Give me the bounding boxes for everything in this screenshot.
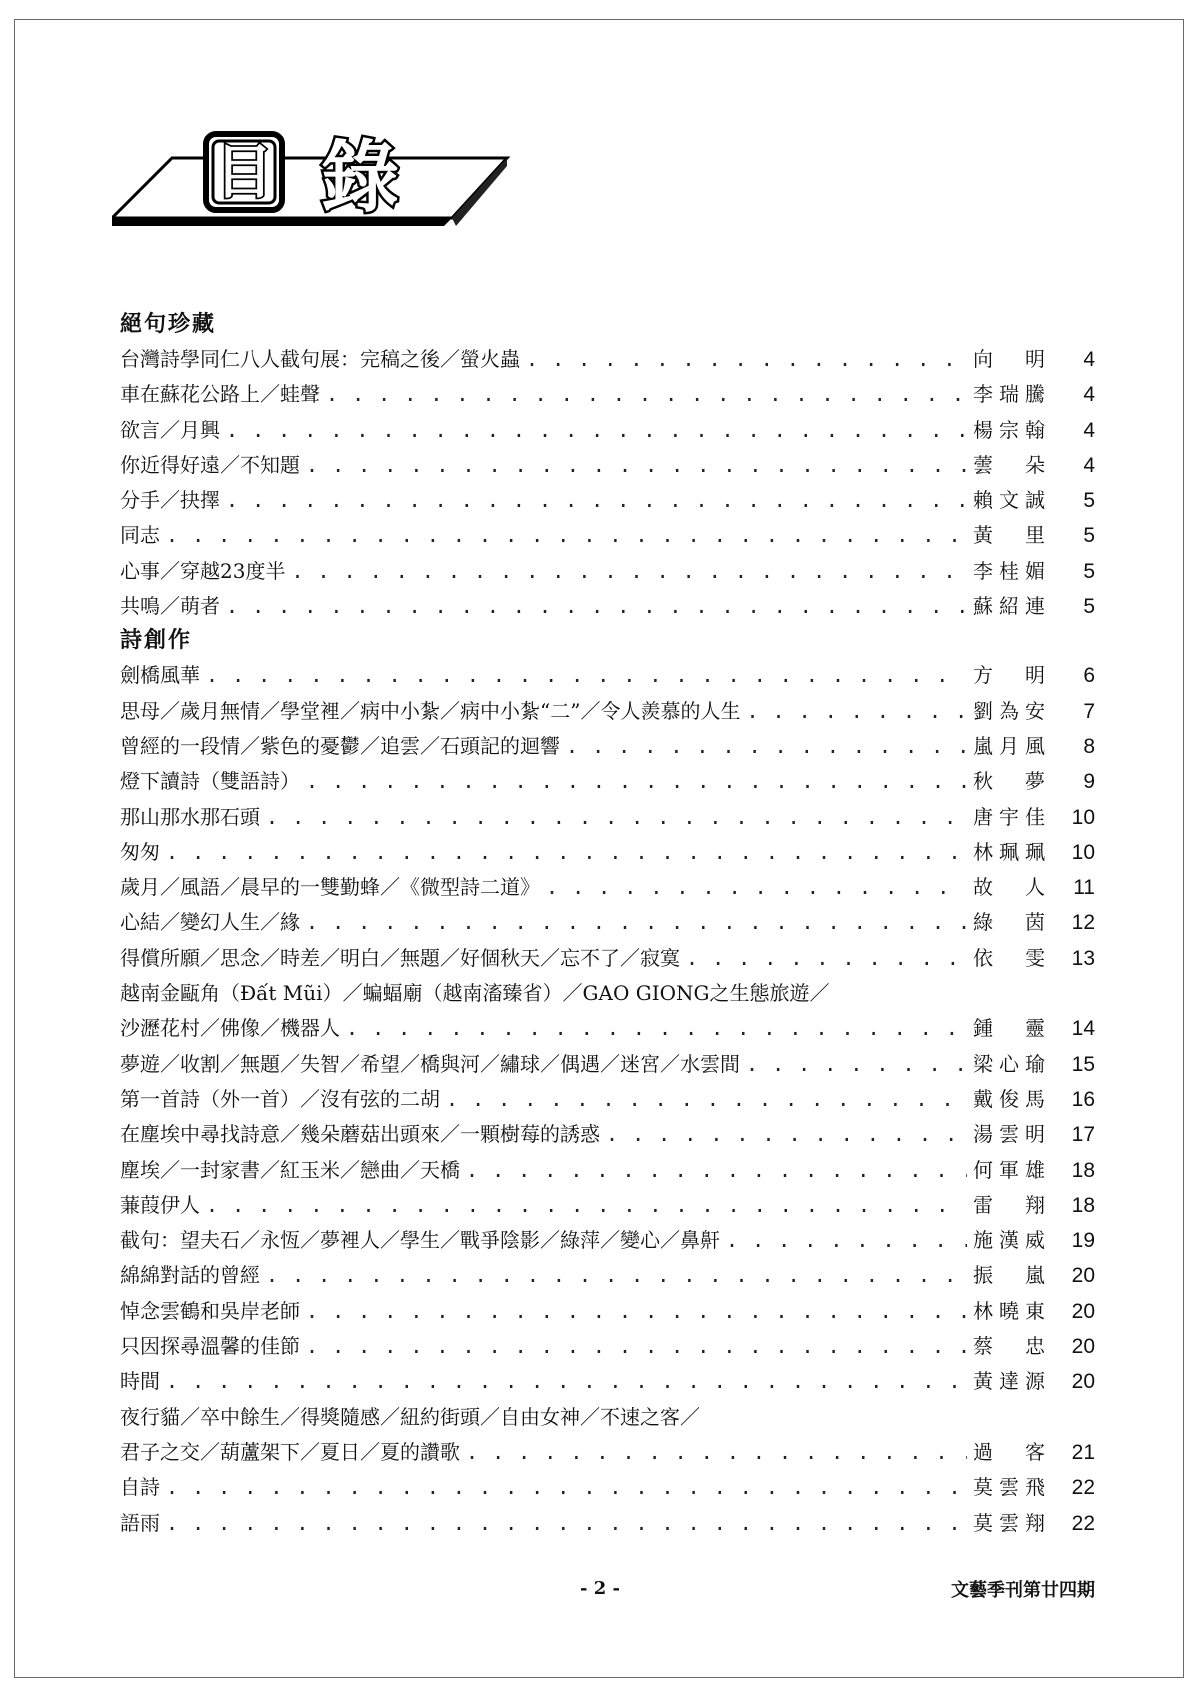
toc-entry[interactable]: [120, 729, 1095, 764]
section-title: 詩創作: [120, 628, 193, 654]
entry-author: 劉為安: [973, 698, 1045, 723]
entry-title: 匆匆: [120, 839, 160, 864]
leader-dots: [166, 1364, 967, 1399]
leader-dots: [166, 518, 967, 553]
entry-author: 蔡 忠: [973, 1334, 1045, 1359]
entry-title: 君子之交／葫蘆架下／夏日／夏的讚歌: [120, 1439, 460, 1464]
entry-title: 車在蘇花公路上／蛙聲: [120, 382, 320, 407]
entry-author: 賴文誠: [973, 488, 1045, 513]
toc-entry[interactable]: [120, 905, 1095, 940]
entry-author: 方 明: [973, 663, 1045, 688]
entry-title: 心結／變幻人生／緣: [120, 910, 300, 935]
entry-page: 22: [1071, 1476, 1095, 1500]
toc-entry[interactable]: [120, 1117, 1095, 1152]
entry-page: 10: [1071, 805, 1095, 829]
leader-dots: [226, 413, 967, 448]
leader-dots: [326, 377, 967, 412]
entry-page: 10: [1071, 840, 1095, 864]
entry-author: 莫雲飛: [973, 1475, 1045, 1500]
entry-title: 歲月／風語／晨早的一雙勤蜂／《微型詩二道》: [120, 875, 540, 900]
toc-entry[interactable]: [120, 1082, 1095, 1117]
leader-dots: [291, 554, 967, 589]
leader-dots: [306, 1294, 967, 1329]
section-title: 絕句珍藏: [120, 312, 217, 337]
entry-author: 林珮珮: [973, 839, 1045, 864]
entry-title: 只因探尋溫馨的佳節: [120, 1334, 300, 1359]
entry-author: 李瑞騰: [973, 382, 1045, 407]
entry-author: 依 雯: [973, 945, 1045, 970]
footer-page-number: - 2 -: [580, 1578, 620, 1599]
entry-title: 塵埃／一封家書／紅玉米／戀曲／天橋: [120, 1157, 460, 1182]
toc-entry-continued[interactable]: [120, 976, 1095, 1011]
entry-author: 林曉東: [973, 1298, 1045, 1323]
toc-entry[interactable]: [120, 377, 1095, 412]
entry-author: 鍾 靈: [973, 1016, 1045, 1041]
toc-entry[interactable]: [120, 1011, 1095, 1046]
entry-page: 20: [1071, 1335, 1095, 1359]
entry-author: 楊宗翰: [973, 417, 1045, 442]
leader-dots: [166, 835, 967, 870]
entry-page: 4: [1083, 383, 1095, 407]
toc-entry[interactable]: [120, 764, 1095, 799]
logo-char-2: 錄: [320, 133, 400, 223]
leader-dots: [306, 764, 967, 799]
entry-page: 17: [1071, 1123, 1095, 1147]
toc-entry[interactable]: [120, 483, 1095, 518]
entry-page: 19: [1071, 1229, 1095, 1253]
entry-page: 6: [1083, 664, 1095, 688]
entry-author: 向 明: [973, 347, 1045, 371]
toc-entry[interactable]: [120, 658, 1095, 693]
leader-dots: [346, 1011, 967, 1046]
entry-author: 蘇紹連: [973, 594, 1045, 619]
entry-title: 同志: [120, 523, 160, 548]
toc-entry[interactable]: [120, 1364, 1095, 1399]
toc-entry-continued[interactable]: [120, 1400, 1095, 1435]
entry-title: 時間: [120, 1369, 160, 1394]
entry-title: 第一首詩（外一首）／沒有弦的二胡: [120, 1086, 440, 1111]
leader-dots: [466, 1435, 967, 1470]
entry-author: 雷 翔: [973, 1192, 1045, 1217]
entry-page: 5: [1083, 524, 1095, 548]
entry-page: 8: [1083, 734, 1095, 758]
entry-page: 4: [1083, 453, 1095, 477]
entry-page: 7: [1083, 699, 1095, 723]
entry-page: 15: [1071, 1052, 1095, 1076]
table-of-contents-logo: [112, 130, 512, 250]
entry-author: 振 嵐: [973, 1263, 1045, 1288]
entry-author: 蕓 朵: [973, 452, 1045, 477]
entry-author: 嵐月風: [973, 733, 1045, 758]
leader-dots: [726, 1223, 967, 1258]
toc-entry[interactable]: [120, 1047, 1095, 1082]
entry-page: 5: [1083, 489, 1095, 513]
entry-page: 14: [1071, 1017, 1095, 1041]
section-jueju: [120, 308, 1095, 624]
entry-author: 黃 里: [973, 523, 1045, 548]
entry-page: 5: [1083, 595, 1095, 619]
entry-title: 那山那水那石頭: [120, 804, 260, 829]
entry-author: 湯雲明: [973, 1122, 1045, 1147]
section-poetry: [120, 624, 1095, 1540]
entry-page: 20: [1071, 1370, 1095, 1394]
leader-dots: [566, 729, 967, 764]
entry-title: 你近得好遠／不知題: [120, 452, 300, 477]
leader-dots: [606, 1117, 967, 1152]
toc-entry[interactable]: [120, 413, 1095, 448]
toc-entry[interactable]: [120, 1294, 1095, 1329]
entry-author: 莫雲翔: [973, 1510, 1045, 1535]
leader-dots: [746, 694, 967, 729]
toc-entry[interactable]: [120, 518, 1095, 553]
entry-page: 4: [1083, 348, 1095, 371]
leader-dots: [166, 1506, 967, 1541]
leader-dots: [306, 1329, 967, 1364]
toc-entry[interactable]: [120, 694, 1095, 729]
entry-title: 蒹葭伊人: [120, 1192, 200, 1217]
entry-title: 越南金甌角（Đất Mũi）／蝙蝠廟（越南滀臻省）／GAO GIONG之生態旅遊／: [120, 981, 830, 1006]
toc-content: [120, 308, 1095, 1541]
footer-magazine-title: 文藝季刊第廿四期: [951, 1580, 1095, 1601]
entry-page: 20: [1071, 1264, 1095, 1288]
entry-title: 綿綿對話的曾經: [120, 1263, 260, 1288]
entry-title: 欲言／月興: [120, 417, 220, 442]
entry-author: 李桂媚: [973, 558, 1045, 583]
toc-entry[interactable]: [120, 448, 1095, 483]
toc-entry[interactable]: [120, 589, 1095, 624]
leader-dots: [206, 1188, 967, 1223]
entry-page: 22: [1071, 1511, 1095, 1535]
entry-author: 故 人: [973, 875, 1045, 900]
entry-title: 自詩: [120, 1475, 160, 1500]
entry-author: 過 客: [973, 1439, 1045, 1464]
entry-page: 18: [1071, 1193, 1095, 1217]
entry-page: 4: [1083, 418, 1095, 442]
entry-title: 沙瀝花村／佛像／機器人: [120, 1016, 340, 1041]
leader-dots: [306, 905, 967, 940]
leader-dots: [206, 658, 967, 693]
entry-author: 秋 夢: [973, 769, 1045, 794]
toc-entry[interactable]: [120, 342, 1095, 377]
leader-dots: [746, 1047, 967, 1082]
entry-author: 唐宇佳: [973, 804, 1045, 829]
entry-title: 思母／歲月無情／學堂裡／病中小紮／病中小紮“二”／令人羨慕的人生: [120, 698, 741, 723]
entry-page: 21: [1071, 1440, 1095, 1464]
leader-dots: [266, 800, 967, 835]
entry-title: 夢遊／收割／無題／失智／希望／橋與河／繡球／偶遇／迷宮／水雲間: [120, 1051, 740, 1076]
entry-page: 11: [1073, 876, 1095, 900]
entry-title: 心事／穿越23度半: [120, 558, 286, 583]
toc-entry[interactable]: [120, 1223, 1095, 1258]
entry-title: 截句：望夫石／永恆／夢裡人／學生／戰爭陰影／綠萍／變心／鼻鼾: [120, 1228, 720, 1253]
leader-dots: [526, 342, 967, 377]
entry-author: 綠 茵: [973, 910, 1045, 935]
entry-page: 12: [1071, 911, 1095, 935]
entry-author: 戴俊馬: [973, 1086, 1045, 1111]
toc-entry[interactable]: [120, 1188, 1095, 1223]
toc-entry[interactable]: [120, 1435, 1095, 1470]
entry-title: 分手／抉擇: [120, 488, 220, 513]
entry-title: 悼念雲鶴和吳岸老師: [120, 1298, 300, 1323]
toc-entry[interactable]: [120, 1258, 1095, 1293]
entry-title: 語雨: [120, 1510, 160, 1535]
toc-entry[interactable]: [120, 1153, 1095, 1188]
leader-dots: [686, 941, 967, 976]
entry-page: 20: [1071, 1299, 1095, 1323]
entry-author: 梁心瑜: [973, 1051, 1045, 1076]
entry-page: 9: [1083, 770, 1095, 794]
entry-title: 曾經的一段情／紫色的憂鬱／追雲／石頭記的迴響: [120, 733, 560, 758]
entry-page: 16: [1071, 1087, 1095, 1111]
entry-title: 台灣詩學同仁八人截句展：完稿之後／螢火蟲: [120, 347, 520, 371]
entry-title: 共鳴／萌者: [120, 594, 220, 619]
toc-entry[interactable]: [120, 941, 1095, 976]
toc-entry[interactable]: [120, 1329, 1095, 1364]
entry-title: 燈下讀詩（雙語詩）: [120, 769, 300, 794]
entry-page: 5: [1083, 559, 1095, 583]
leader-dots: [446, 1082, 967, 1117]
leader-dots: [226, 589, 967, 624]
leader-dots: [166, 1470, 967, 1505]
entry-page: 13: [1071, 946, 1095, 970]
entry-author: 黃達源: [973, 1369, 1045, 1394]
toc-entry[interactable]: [120, 870, 1095, 905]
leader-dots: [266, 1258, 967, 1293]
entry-author: 施漢威: [973, 1228, 1045, 1253]
entry-page: 18: [1071, 1158, 1095, 1182]
leader-dots: [466, 1153, 967, 1188]
toc-entry[interactable]: [120, 1506, 1095, 1541]
toc-entry[interactable]: [120, 1470, 1095, 1505]
leader-dots: [306, 448, 967, 483]
entry-title: 得償所願／思念／時差／明白／無題／好個秋天／忘不了／寂寞: [120, 945, 680, 970]
leader-dots: [226, 483, 967, 518]
toc-entry[interactable]: [120, 835, 1095, 870]
leader-dots: [546, 870, 967, 905]
entry-title: 夜行貓／卒中餘生／得獎隨感／紐約街頭／自由女神／不速之客／: [120, 1404, 700, 1429]
toc-entry[interactable]: [120, 800, 1095, 835]
logo-char-1: 目: [214, 138, 274, 206]
entry-title: 在塵埃中尋找詩意／幾朵蘑菇出頭來／一顆樹莓的誘惑: [120, 1122, 600, 1147]
entry-title: 劍橋風華: [120, 663, 200, 688]
entry-author: 何軍雄: [973, 1157, 1045, 1182]
toc-entry[interactable]: [120, 554, 1095, 589]
